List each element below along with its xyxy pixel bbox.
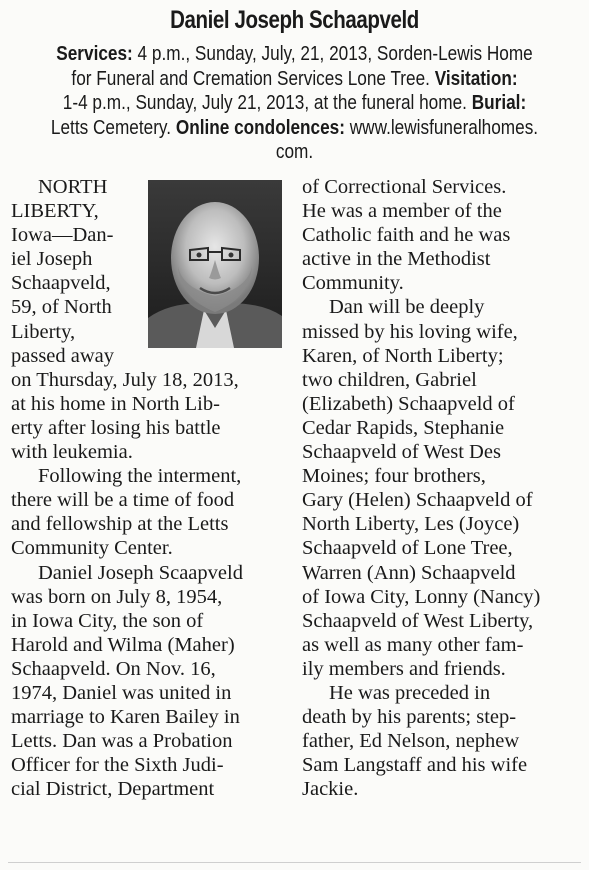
left-line: 59, of North (11, 296, 112, 319)
right-line: Karen, of North Liberty; (302, 344, 504, 367)
left-line: marriage to Karen Bailey in (11, 706, 240, 729)
left-line: Following the interment, (38, 465, 242, 488)
burial-label: Burial: (466, 92, 527, 114)
left-line: Iowa—Dan- (11, 224, 114, 247)
right-line: of Iowa City, Lonny (Nancy) (302, 585, 541, 608)
right-line: North Liberty, Les (Joyce) (302, 513, 520, 536)
right-line: of Correctional Services. (302, 176, 507, 198)
right-line: Moines; four brothers, (302, 465, 486, 488)
right-line: Schaapveld of West Liberty, (302, 609, 534, 632)
left-line: with leukemia. (11, 441, 133, 464)
left-line: was born on July 8, 1954, (11, 585, 223, 608)
right-line: father, Ed Nelson, nephew (302, 730, 520, 753)
right-line: two children, Gabriel (302, 368, 477, 391)
right-line: Schaapveld of Lone Tree, (302, 537, 513, 560)
right-line: ily members and friends. (302, 657, 506, 680)
services-label: Services: (56, 43, 133, 65)
right-line: as well as many other fam- (302, 633, 524, 656)
services-line-4: Letts Cemetery. Online condolences: www.lewisfuneralhomes. (50, 116, 539, 139)
right-line: He was a member of the (302, 200, 502, 223)
left-line: and fellowship at the Letts (11, 513, 229, 536)
left-line: Letts. Dan was a Probation (11, 730, 233, 753)
condolences-label: Online condolences: (171, 116, 345, 139)
left-line: in Iowa City, the son of (11, 609, 204, 632)
left-line: Schaapveld, (11, 272, 111, 295)
right-text-column (302, 175, 584, 801)
right-line: Jackie. (302, 778, 359, 801)
right-line: Gary (Helen) Schaapveld of (302, 489, 533, 512)
left-line: Liberty, (11, 320, 76, 343)
right-line: Warren (Ann) Schaapveld (302, 561, 516, 584)
services-block (0, 42, 589, 165)
visitation-label: Visitation: (429, 67, 518, 90)
left-line: at his home in North Lib- (11, 392, 220, 415)
right-line: Cedar Rapids, Stephanie (302, 416, 505, 439)
right-line: Dan will be deeply (329, 296, 485, 319)
left-line: 1974, Daniel was united in (11, 681, 232, 704)
left-line: iel Joseph (11, 248, 93, 271)
left-line: on Thursday, July 18, 2013, (11, 368, 239, 391)
right-line: Catholic faith and he was (302, 224, 511, 247)
left-line: passed away (11, 344, 115, 367)
right-line: active in the Methodist (302, 248, 491, 271)
services-line-2: for Funeral and Cremation Services Lone Tree. Visitation: (71, 67, 518, 90)
services-line-5: com. (275, 141, 314, 163)
services-line-3: 1-4 p.m., Sunday, July 21, 2013, at the funeral home. Burial: (62, 92, 527, 114)
right-line: missed by his loving wife, (302, 320, 518, 343)
right-line: Community. (302, 272, 404, 295)
left-line: Community Center. (11, 537, 173, 560)
left-line: LIBERTY, (11, 200, 99, 223)
bottom-divider (8, 862, 581, 863)
right-line: death by his parents; step- (302, 706, 517, 729)
left-line: erty after losing his battle (11, 416, 221, 439)
right-line: Sam Langstaff and his wife (302, 754, 528, 777)
left-line: Daniel Joseph Scaapveld (38, 561, 243, 584)
left-line: cial District, Department (11, 778, 215, 801)
right-line: He was preceded in (329, 681, 491, 704)
right-line: (Elizabeth) Schaapveld of (302, 392, 515, 415)
right-line: Schaapveld of West Des (302, 441, 501, 464)
services-line-1: Services: 4 p.m., Sunday, July, 21, 2013, Sorden-Lewis Home (56, 43, 533, 65)
left-line: Schaapveld. On Nov. 16, (11, 657, 216, 680)
left-text-column (11, 175, 286, 801)
left-line: there will be a time of food (11, 489, 235, 512)
left-line: NORTH (38, 176, 108, 198)
left-line: Harold and Wilma (Maher) (11, 633, 235, 656)
left-line: Officer for the Sixth Judi- (11, 754, 224, 777)
obituary-headline: Daniel Joseph Schaapveld (170, 6, 419, 34)
